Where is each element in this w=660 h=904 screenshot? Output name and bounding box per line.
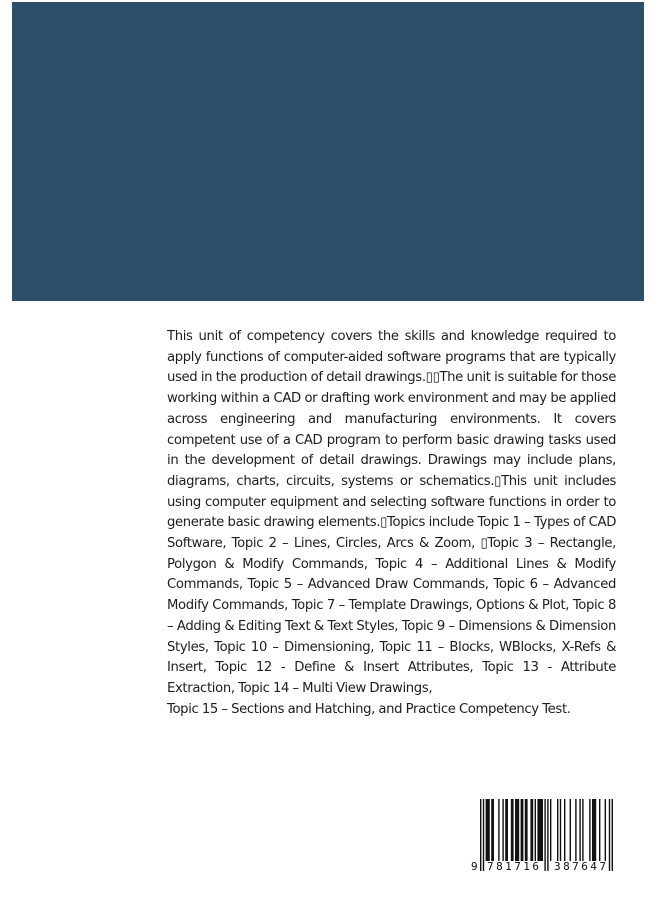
cover-color-band [12,2,644,301]
barcode-guard-bar [544,799,545,871]
barcode-guard-bar [483,799,484,871]
isbn-barcode [471,797,617,873]
barcode-bar [525,799,528,861]
barcode-bar [557,799,558,861]
barcode-bar [486,799,490,861]
barcode-bar [535,799,536,861]
barcode-bar [521,799,524,861]
barcode-graphic [471,797,617,873]
barcode-digit-lead: 9 [471,860,478,873]
barcode-guard-bar [609,799,610,871]
barcode-bar [582,799,583,861]
blurb-body: This unit of competency covers the skills and knowledge required to apply functions of computer-aided software programs that are typically used in the production of detail drawings.▯▯The unit is suitable for those working within a CAD or drafting work environment and may be applied across engineering and manufacturing environments. It covers competent use of a CAD program to perform basic drawing tasks used in the development of detail drawings. Drawings may include plans, diagrams, charts, circuits, systems or schematics.▯This unit includes using computer equipment and selecting software functions in order to generate basic drawing elements.▯Topics include Topic 1 – Types of CAD Software, Topic 2 – Lines, Circles, Arcs & Zoom, ▯Topic 3 – Rectangle, Polygon & Modify Commands, Topic 4 – Additional Lines & Modify Commands, Topic 5 – Advanced Draw Commands, Topic 6 – Advanced Modify Commands, Topic 7 – Template Drawings, Options & Plot, Topic 8 – Adding & Editing Text & Text Styles, Topic 9 – Dimensions & Dimension Styles, Topic 10 – Dimensioning, Topic 11 – Blocks, WBlocks, X-Refs & Insert, Topic 12 - Define & Insert Attributes, Topic 13 - Attribute Extraction, Topic 14 – Multi View Drawings, [167,329,616,696]
barcode-bar [550,799,551,861]
barcode-bar [575,799,576,861]
barcode-bar [515,799,519,861]
barcode-bar [589,799,590,861]
back-cover-blurb [167,327,616,720]
barcode-bar [570,799,571,861]
barcode-digits-right: 387647 [554,860,606,873]
barcode-bar [564,799,565,861]
barcode-digits [471,860,606,873]
barcode-bar [498,799,499,861]
barcode-guard-bar [480,799,481,871]
barcode-bar [599,799,600,861]
barcode-bar [502,799,503,861]
barcode-bar [505,799,508,861]
barcode-bar [579,799,580,861]
blurb-last-line: Topic 15 – Sections and Hatching, and Practice Competency Test. [167,701,571,717]
barcode-bar [511,799,514,861]
barcode-bar [560,799,561,861]
barcode-bar [491,799,494,861]
barcode-guard-bar [547,799,548,871]
barcode-bar [592,799,596,861]
barcode-digits-left: 781716 [487,860,539,873]
barcode-bar [530,799,533,861]
barcode-guard-bar [612,799,613,871]
barcode-bar [605,799,606,861]
barcode-bar [537,799,543,861]
